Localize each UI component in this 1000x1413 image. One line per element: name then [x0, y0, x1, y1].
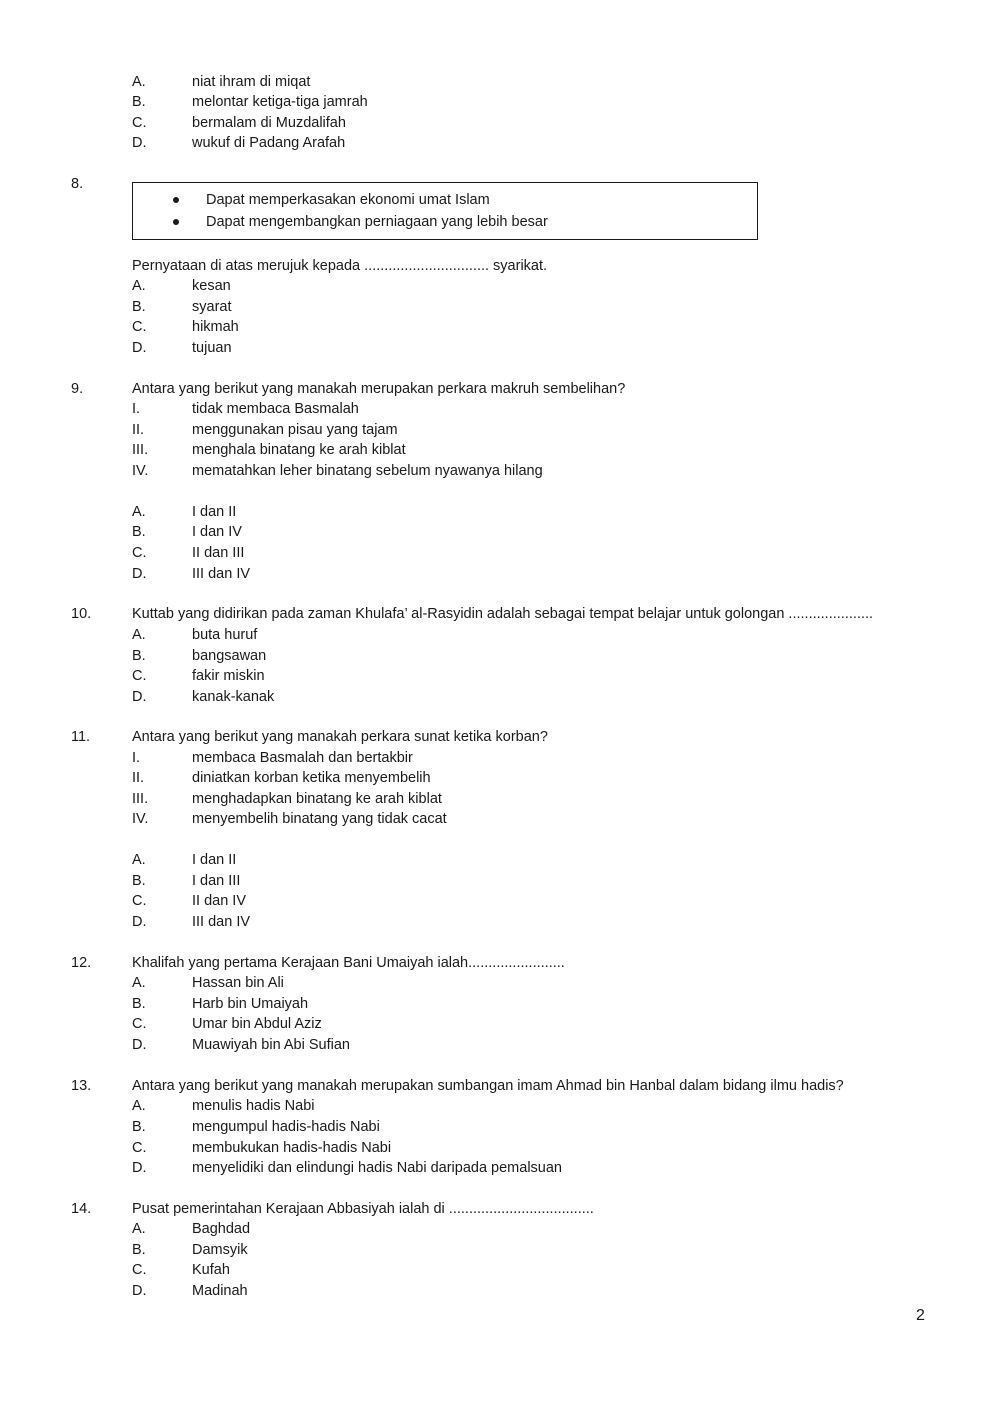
option-label: C. — [132, 545, 147, 561]
option-label: B. — [132, 1242, 146, 1258]
option-label: D. — [132, 1283, 147, 1299]
statement-label: III. — [132, 791, 149, 807]
statement-text: menghadapkan binatang ke arah kiblat — [192, 791, 442, 807]
question-stem: Kuttab yang didirikan pada zaman Khulafa’ al-Rasyidin adalah sebagai tempat belajar untuk golongan ..................... — [132, 606, 874, 622]
option-text: buta huruf — [192, 627, 258, 643]
option-label: B. — [132, 94, 146, 110]
option-label: A. — [132, 1221, 146, 1237]
option-label: C. — [132, 893, 147, 909]
statement-label: II. — [132, 422, 145, 438]
option-text: II dan IV — [192, 893, 247, 909]
option-text: menulis hadis Nabi — [192, 1098, 315, 1114]
question-number: 9. — [71, 381, 84, 397]
option-label: A. — [132, 278, 146, 294]
statement-text: menyembelih binatang yang tidak cacat — [192, 811, 447, 827]
option-label: D. — [132, 914, 147, 930]
option-text: I dan II — [192, 852, 237, 868]
option-label: A. — [132, 1098, 146, 1114]
option-text: II dan III — [192, 545, 245, 561]
option-text: I dan II — [192, 504, 237, 520]
bullet-text: Dapat memperkasakan ekonomi umat Islam — [206, 192, 490, 208]
option-label: B. — [132, 524, 146, 540]
statement-text: diniatkan korban ketika menyembelih — [192, 770, 431, 786]
option-text: Muawiyah bin Abi Sufian — [192, 1037, 350, 1053]
option-text: melontar ketiga-tiga jamrah — [192, 94, 368, 110]
question-stem: Antara yang berikut yang manakah perkara sunat ketika korban? — [132, 729, 548, 745]
option-text: wukuf di Padang Arafah — [192, 135, 346, 151]
option-label: A. — [132, 975, 146, 991]
page-number: 2 — [916, 1307, 925, 1324]
statement-label: IV. — [132, 811, 149, 827]
bullet-icon — [173, 219, 179, 225]
option-label: B. — [132, 299, 146, 315]
option-label: D. — [132, 1160, 147, 1176]
question-number: 10. — [71, 606, 92, 622]
option-text: Baghdad — [192, 1221, 251, 1237]
option-label: C. — [132, 1016, 147, 1032]
option-label: C. — [132, 1140, 147, 1156]
option-text: Kufah — [192, 1262, 230, 1278]
option-label: B. — [132, 648, 146, 664]
option-text: niat ihram di miqat — [192, 74, 311, 90]
statement-box — [132, 182, 758, 240]
question-number: 8. — [71, 176, 84, 192]
question-number: 11. — [71, 729, 91, 745]
option-text: III dan IV — [192, 566, 251, 582]
question-number: 12. — [71, 955, 92, 971]
option-text: kesan — [192, 278, 231, 294]
question-stem: Pusat pemerintahan Kerajaan Abbasiyah ialah di .................................... — [132, 1201, 594, 1217]
option-text: syarat — [192, 299, 232, 315]
option-label: D. — [132, 1037, 147, 1053]
statement-label: IV. — [132, 463, 149, 479]
question-stem: Antara yang berikut yang manakah merupakan perkara makruh sembelihan? — [132, 381, 626, 397]
question-number: 14. — [71, 1201, 92, 1217]
option-text: I dan IV — [192, 524, 242, 540]
option-label: C. — [132, 115, 147, 131]
option-text: hikmah — [192, 319, 239, 335]
question-stem: Khalifah yang pertama Kerajaan Bani Umaiyah ialah........................ — [132, 955, 565, 971]
statement-label: II. — [132, 770, 145, 786]
option-text: III dan IV — [192, 914, 251, 930]
option-label: D. — [132, 340, 147, 356]
statement-label: I. — [132, 750, 141, 766]
option-label: D. — [132, 566, 147, 582]
option-label: A. — [132, 504, 146, 520]
statement-text: mematahkan leher binatang sebelum nyawanya hilang — [192, 463, 543, 479]
statement-label: I. — [132, 401, 141, 417]
option-label: A. — [132, 74, 146, 90]
bullet-text: Dapat mengembangkan perniagaan yang lebih besar — [206, 214, 548, 230]
statement-text: tidak membaca Basmalah — [192, 401, 359, 417]
option-text: kanak-kanak — [192, 689, 275, 705]
option-label: B. — [132, 996, 146, 1012]
option-text: tujuan — [192, 340, 232, 356]
option-text: membukukan hadis-hadis Nabi — [192, 1140, 392, 1156]
bullet-icon — [173, 197, 179, 203]
question-stem: Pernyataan di atas merujuk kepada ............................... syarikat. — [132, 258, 548, 274]
option-text: I dan III — [192, 873, 241, 889]
option-text: Damsyik — [192, 1242, 248, 1258]
option-text: Umar bin Abdul Aziz — [192, 1016, 322, 1032]
question-stem: Antara yang berikut yang manakah merupakan sumbangan imam Ahmad bin Hanbal dalam bidang ilmu hadis? — [132, 1078, 844, 1094]
statement-text: menghala binatang ke arah kiblat — [192, 442, 406, 458]
option-label: C. — [132, 319, 147, 335]
option-text: bermalam di Muzdalifah — [192, 115, 346, 131]
option-text: menyelidiki dan elindungi hadis Nabi daripada pemalsuan — [192, 1160, 562, 1176]
statement-text: menggunakan pisau yang tajam — [192, 422, 398, 438]
question-number: 13. — [71, 1078, 92, 1094]
option-label: B. — [132, 1119, 146, 1135]
option-text: Harb bin Umaiyah — [192, 996, 309, 1012]
option-label: C. — [132, 668, 147, 684]
option-label: D. — [132, 135, 147, 151]
option-text: mengumpul hadis-hadis Nabi — [192, 1119, 380, 1135]
option-text: Hassan bin Ali — [192, 975, 284, 991]
statement-label: III. — [132, 442, 149, 458]
option-label: A. — [132, 627, 146, 643]
option-text: fakir miskin — [192, 668, 265, 684]
option-label: B. — [132, 873, 146, 889]
option-text: bangsawan — [192, 648, 267, 664]
option-label: C. — [132, 1262, 147, 1278]
statement-text: membaca Basmalah dan bertakbir — [192, 750, 413, 766]
option-label: A. — [132, 852, 146, 868]
option-label: D. — [132, 689, 147, 705]
option-text: Madinah — [192, 1283, 248, 1299]
